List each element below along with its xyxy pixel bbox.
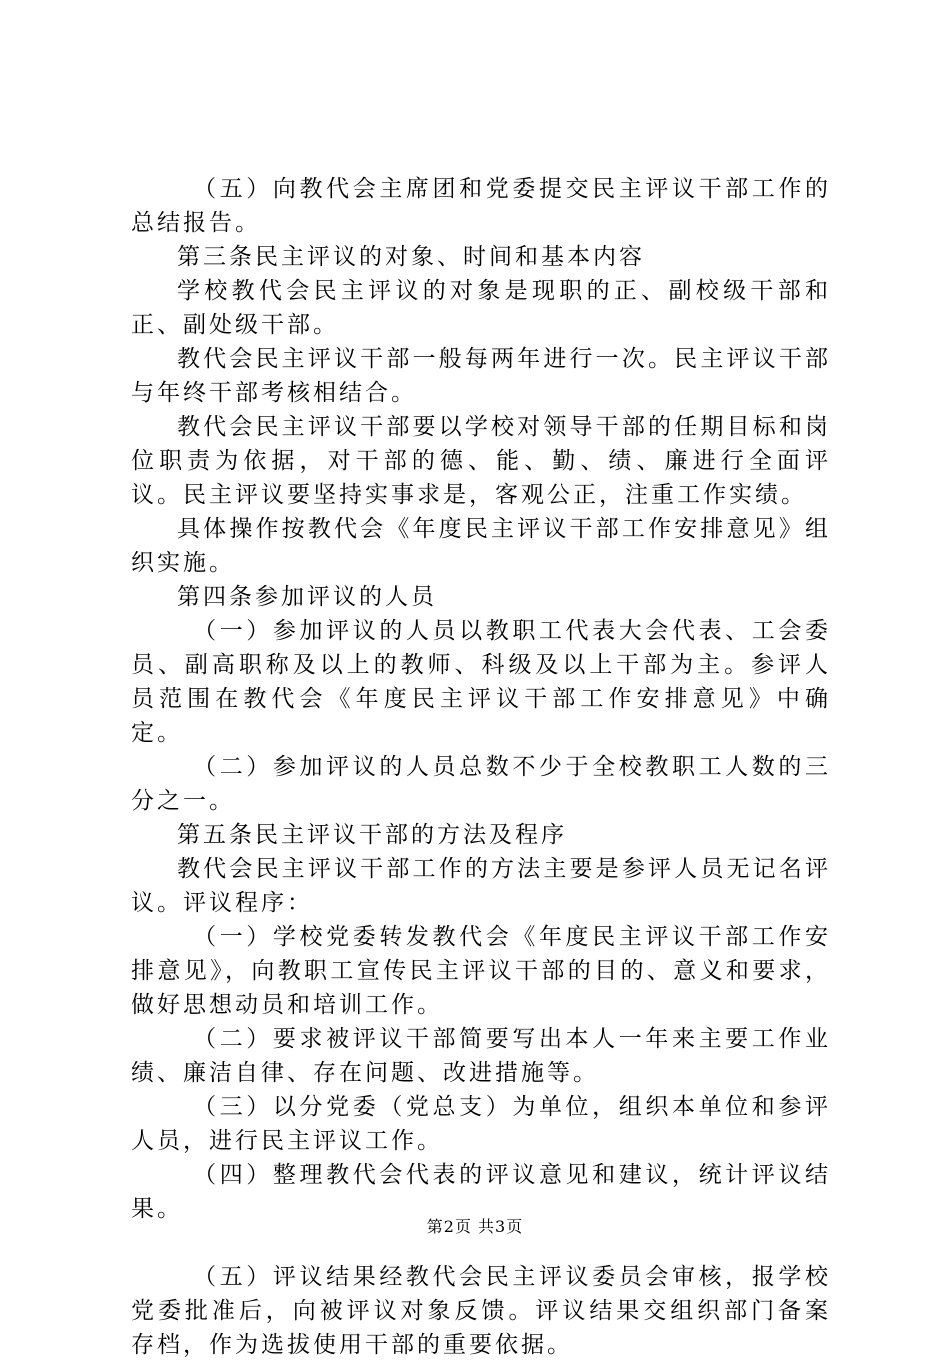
document-body <box>131 172 831 1362</box>
paragraph-procedure-1: （一）学校党委转发教代会《年度民主评议干部工作安排意见》，向教职工宣传民主评议干部的目的、意义和要求，做好思想动员和培训工作。 <box>131 924 831 1018</box>
paragraph-participants-1: （一）参加评议的人员以教职工代表大会代表、工会委员、副高职称及以上的教师、科级及以上干部为主。参评人员范围在教代会《年度民主评议干部工作安排意见》中确定。 <box>131 618 831 746</box>
paragraph-summary-report: （五）向教代会主席团和党委提交民主评议干部工作的总结报告。 <box>131 176 831 236</box>
paragraph-evaluation-frequency: 教代会民主评议干部一般每两年进行一次。民主评议干部与年终干部考核相结合。 <box>131 346 831 406</box>
paragraph-participants-2: （二）参加评议的人员总数不少于全校教职工人数的三分之一。 <box>131 754 831 814</box>
paragraph-procedure-2: （二）要求被评议干部简要写出本人一年来主要工作业绩、廉洁自律、存在问题、改进措施等。 <box>131 1026 831 1086</box>
paragraph-procedure-5: （五）评议结果经教代会民主评议委员会审核，报学校党委批准后，向被评议对象反馈。评议结果交组织部门备案存档，作为选拔使用干部的重要依据。 <box>131 1264 831 1358</box>
page-number-footer: 第2页 共3页 <box>426 1217 524 1236</box>
heading-article-5: 第五条民主评议干部的方法及程序 <box>177 822 567 848</box>
paragraph-evaluation-targets: 学校教代会民主评议的对象是现职的正、副校级干部和正、副处级干部。 <box>131 278 831 338</box>
heading-article-4: 第四条参加评议的人员 <box>177 584 437 610</box>
paragraph-procedure-3: （三）以分党委（党总支）为单位，组织本单位和参评人员，进行民主评议工作。 <box>131 1094 831 1154</box>
paragraph-method: 教代会民主评议干部工作的方法主要是参评人员无记名评议。评议程序： <box>131 856 831 916</box>
heading-article-3: 第三条民主评议的对象、时间和基本内容 <box>177 244 645 270</box>
paragraph-procedure-4: （四）整理教代会代表的评议意见和建议，统计评议结果。 <box>131 1162 831 1222</box>
paragraph-evaluation-basis: 教代会民主评议干部要以学校对领导干部的任期目标和岗位职责为依据，对干部的德、能、勤、绩、廉进行全面评议。民主评议要坚持实事求是，客观公正，注重工作实绩。 <box>131 414 831 508</box>
paragraph-implementation: 具体操作按教代会《年度民主评议干部工作安排意见》组织实施。 <box>131 516 831 576</box>
